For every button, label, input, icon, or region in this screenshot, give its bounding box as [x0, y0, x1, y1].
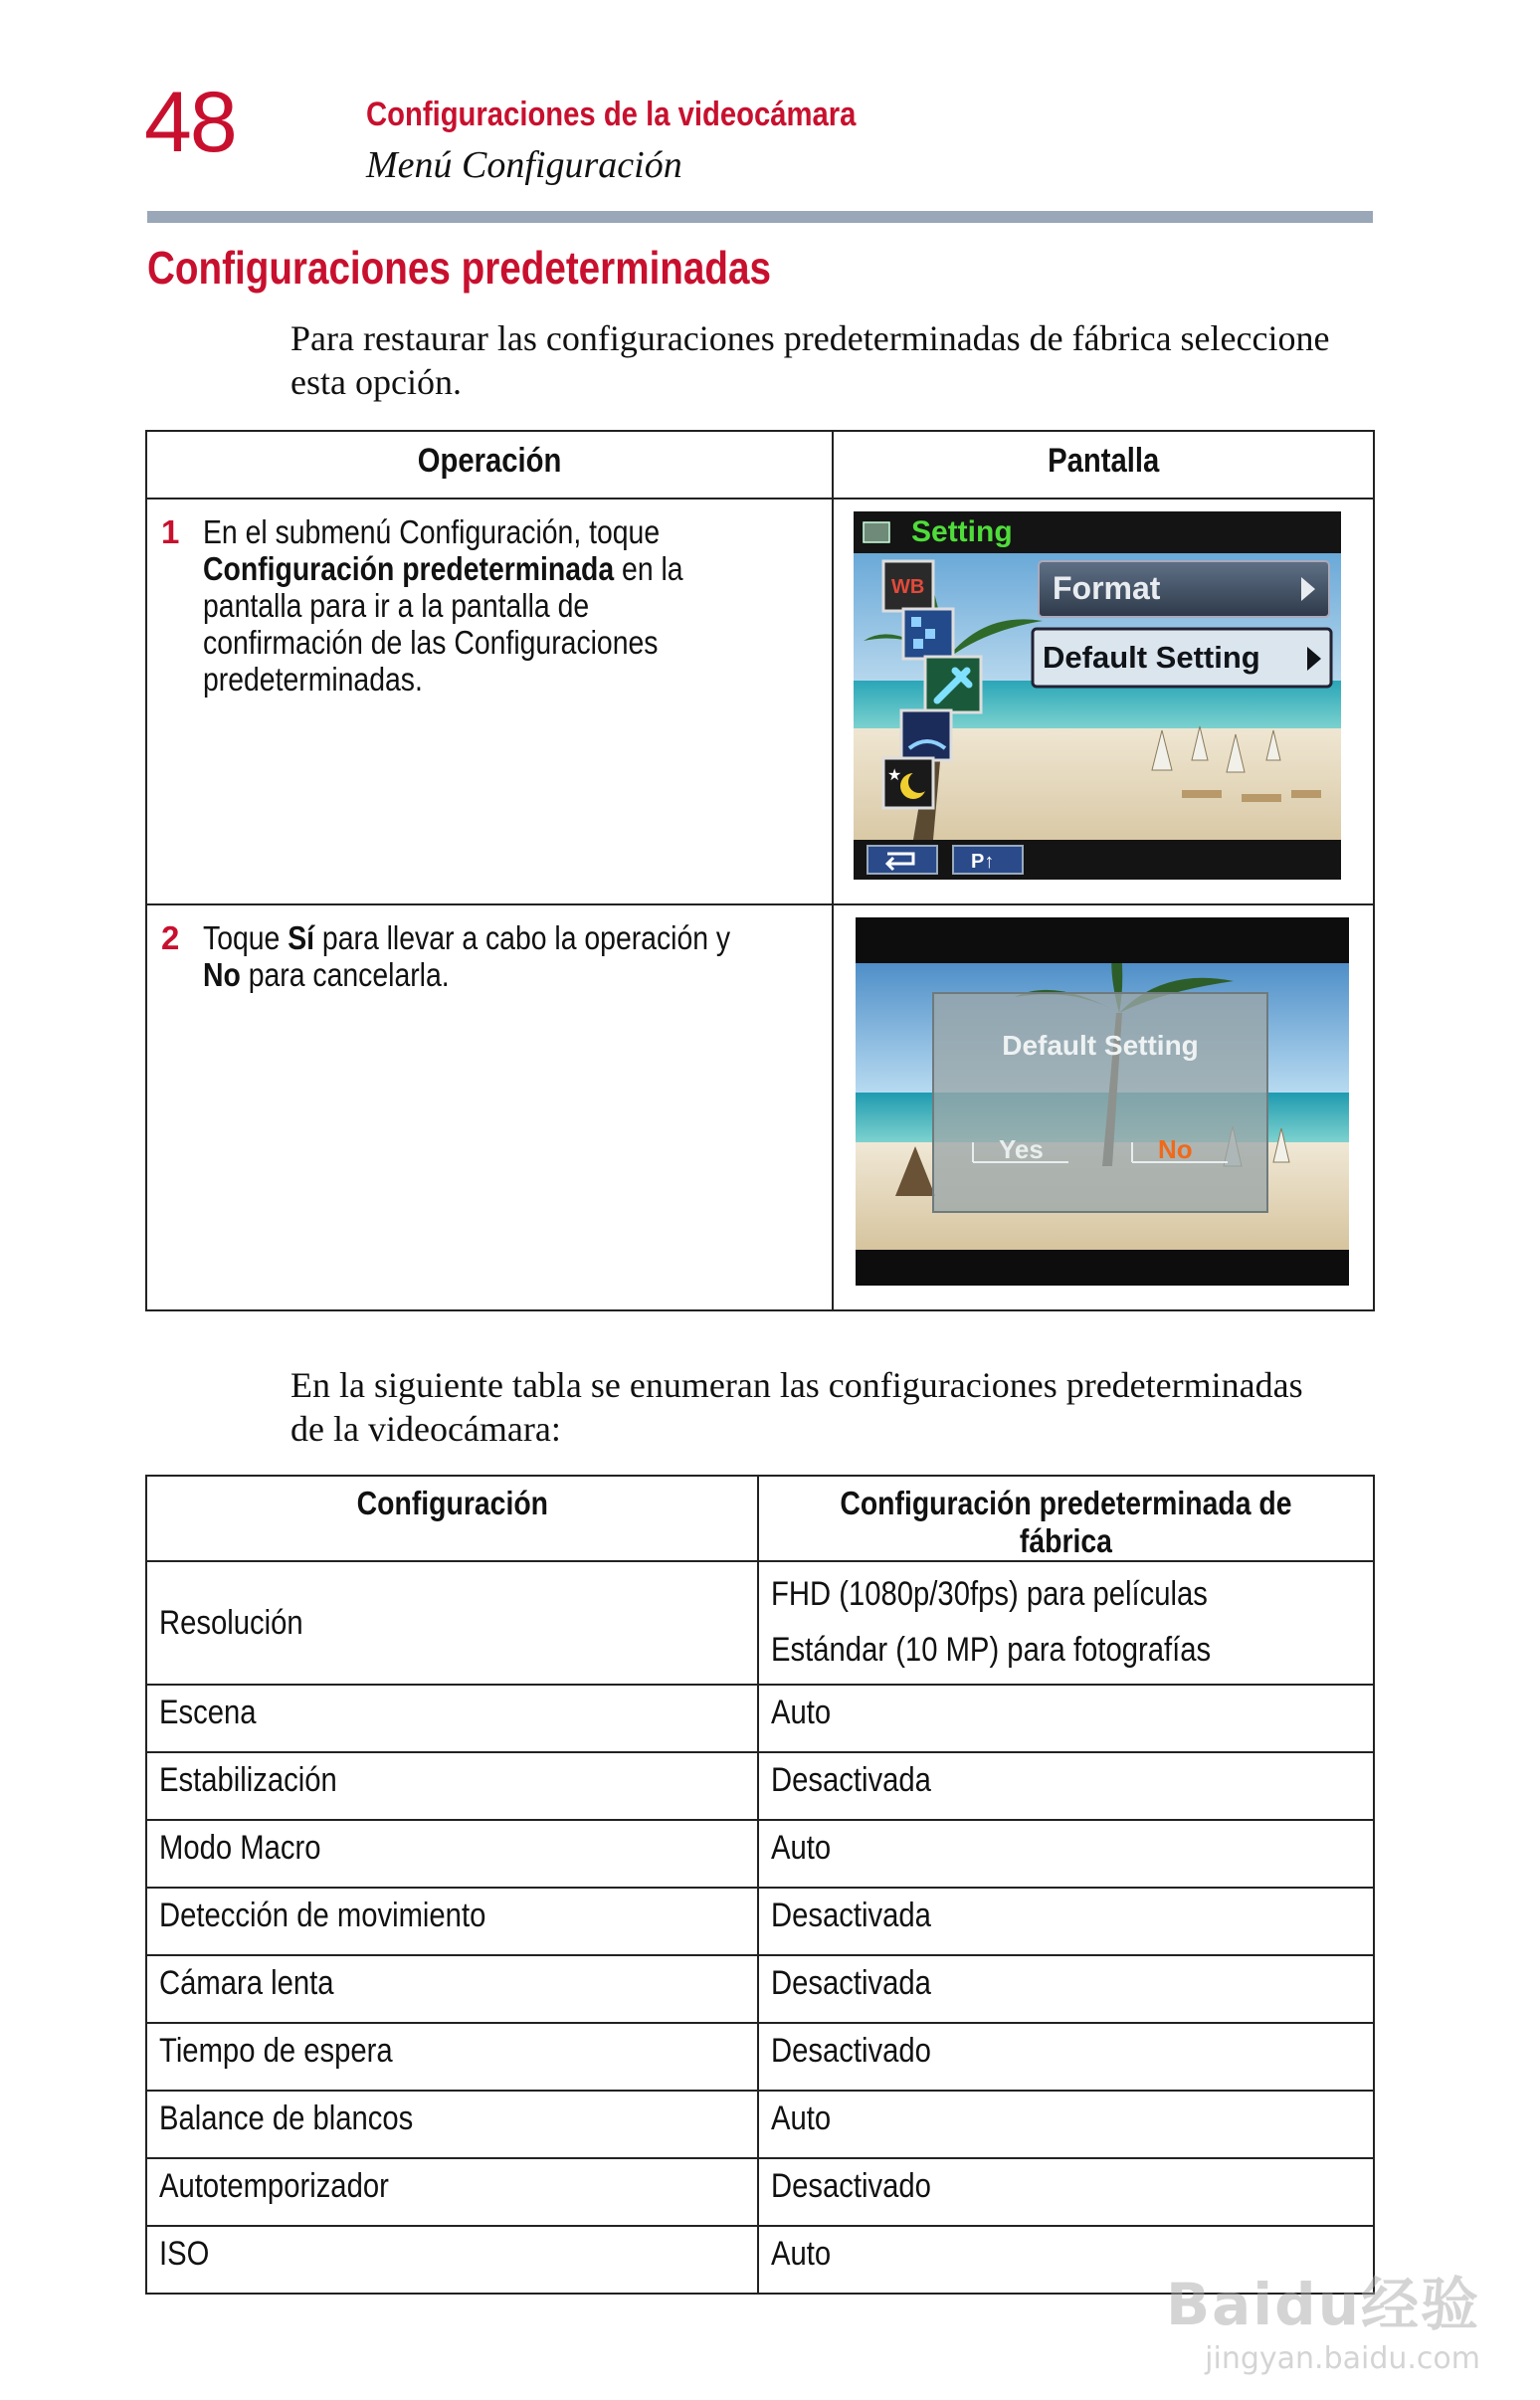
night-icon	[883, 758, 933, 808]
header-pantalla: Pantalla	[833, 431, 1374, 499]
running-header-subsection: Menú Configuración	[366, 144, 682, 186]
screen-1-cell	[833, 499, 1374, 904]
menu-item-default-setting[interactable]	[1033, 629, 1331, 687]
step-1-text: En el submenú Configuración, toque Configuración predeterminada en la pantalla para ir a la pantalla de confirmación de las Configuraciones predeterminadas.	[203, 513, 683, 698]
setting-menu-screenshot	[854, 511, 1373, 885]
setting-name: Resolución	[146, 1561, 758, 1685]
pt-icon: P↑	[971, 851, 995, 873]
resolution-movies: FHD (1080p/30fps) para películas	[771, 1575, 1209, 1613]
back-button[interactable]	[867, 846, 937, 874]
step-2-cell	[146, 904, 833, 1310]
list-intro-paragraph: En la siguiente tabla se enumeran las configuraciones predeterminadas de la videocámara:	[290, 1365, 1303, 1449]
setting-name: Escena	[146, 1685, 758, 1752]
step-number: 2	[161, 919, 180, 956]
step-number: 1	[161, 513, 180, 550]
setting-name: Modo Macro	[146, 1820, 758, 1888]
default-setting-dialog-screenshot	[856, 917, 1373, 1291]
setting-value: Auto	[758, 1820, 1374, 1888]
setting-value: Desactivado	[758, 2023, 1374, 2091]
no-label: No	[1158, 1134, 1193, 1164]
setting-name: Autotemporizador	[146, 2158, 758, 2226]
setting-value: Auto	[758, 1685, 1374, 1752]
table-row	[146, 1888, 1374, 1955]
table-row	[146, 2023, 1374, 2091]
dialog-title: Default Setting	[1002, 1030, 1199, 1061]
section-title: Configuraciones predeterminadas	[147, 242, 771, 294]
operation-table	[145, 430, 1375, 1311]
setting-name: Estabilización	[146, 1752, 758, 1820]
scene-icon	[901, 710, 951, 760]
setting-name: ISO	[146, 2226, 758, 2294]
pt-button[interactable]	[953, 846, 1023, 874]
setting-value: Desactivada	[758, 1752, 1374, 1820]
setting-value	[758, 1561, 1374, 1685]
header-rule	[147, 211, 1373, 223]
wrench-icon	[925, 657, 981, 712]
wb-icon	[883, 561, 933, 611]
yes-label: Yes	[999, 1134, 1044, 1164]
running-header-section: Configuraciones de la videocámara	[366, 96, 857, 133]
table-row	[146, 1820, 1374, 1888]
intro-paragraph: Para restaurar las configuraciones predeterminadas de fábrica seleccione esta opción.	[290, 318, 1330, 402]
watermark-brand: Baidu经验	[1165, 2271, 1480, 2338]
screen-title: Setting	[911, 515, 1013, 548]
setting-name: Cámara lenta	[146, 1955, 758, 2023]
menu-item-format-label: Format	[1053, 570, 1161, 606]
watermark-url: jingyan.baidu.com	[1205, 2341, 1480, 2376]
menu-item-format[interactable]	[1039, 561, 1329, 617]
setting-value: Auto	[758, 2091, 1374, 2158]
table-row	[146, 1561, 1374, 1685]
setting-value: Auto	[758, 2226, 1374, 2294]
baidu-watermark	[1166, 2258, 1480, 2376]
header-operacion: Operación	[146, 431, 833, 499]
table-row	[146, 1752, 1374, 1820]
table-row	[146, 2091, 1374, 2158]
step-1-cell	[146, 499, 833, 904]
table-row	[146, 1685, 1374, 1752]
mosaic-icon	[903, 609, 953, 659]
setting-value: Desactivada	[758, 1888, 1374, 1955]
page-number: 48	[144, 75, 236, 170]
setting-name: Detección de movimiento	[146, 1888, 758, 1955]
defaults-table	[145, 1475, 1375, 2295]
resolution-photos: Estándar (10 MP) para fotografías	[771, 1631, 1212, 1669]
table-row	[146, 1955, 1374, 2023]
setting-value: Desactivado	[758, 2158, 1374, 2226]
setting-name: Balance de blancos	[146, 2091, 758, 2158]
step-2-text: Toque Sí para llevar a cabo la operación y No para cancelarla.	[203, 919, 731, 993]
header-configuracion: Configuración	[146, 1476, 758, 1561]
table-row	[146, 2158, 1374, 2226]
svg-text:WB: WB	[891, 576, 925, 598]
menu-item-default-label: Default Setting	[1043, 640, 1260, 675]
svg-text:★: ★	[887, 765, 902, 784]
setting-name: Tiempo de espera	[146, 2023, 758, 2091]
confirm-dialog	[933, 993, 1267, 1212]
header-predeterminada: Configuración predeterminada de fábrica	[758, 1476, 1374, 1561]
screen-2-cell	[833, 904, 1374, 1310]
setting-value: Desactivada	[758, 1955, 1374, 2023]
